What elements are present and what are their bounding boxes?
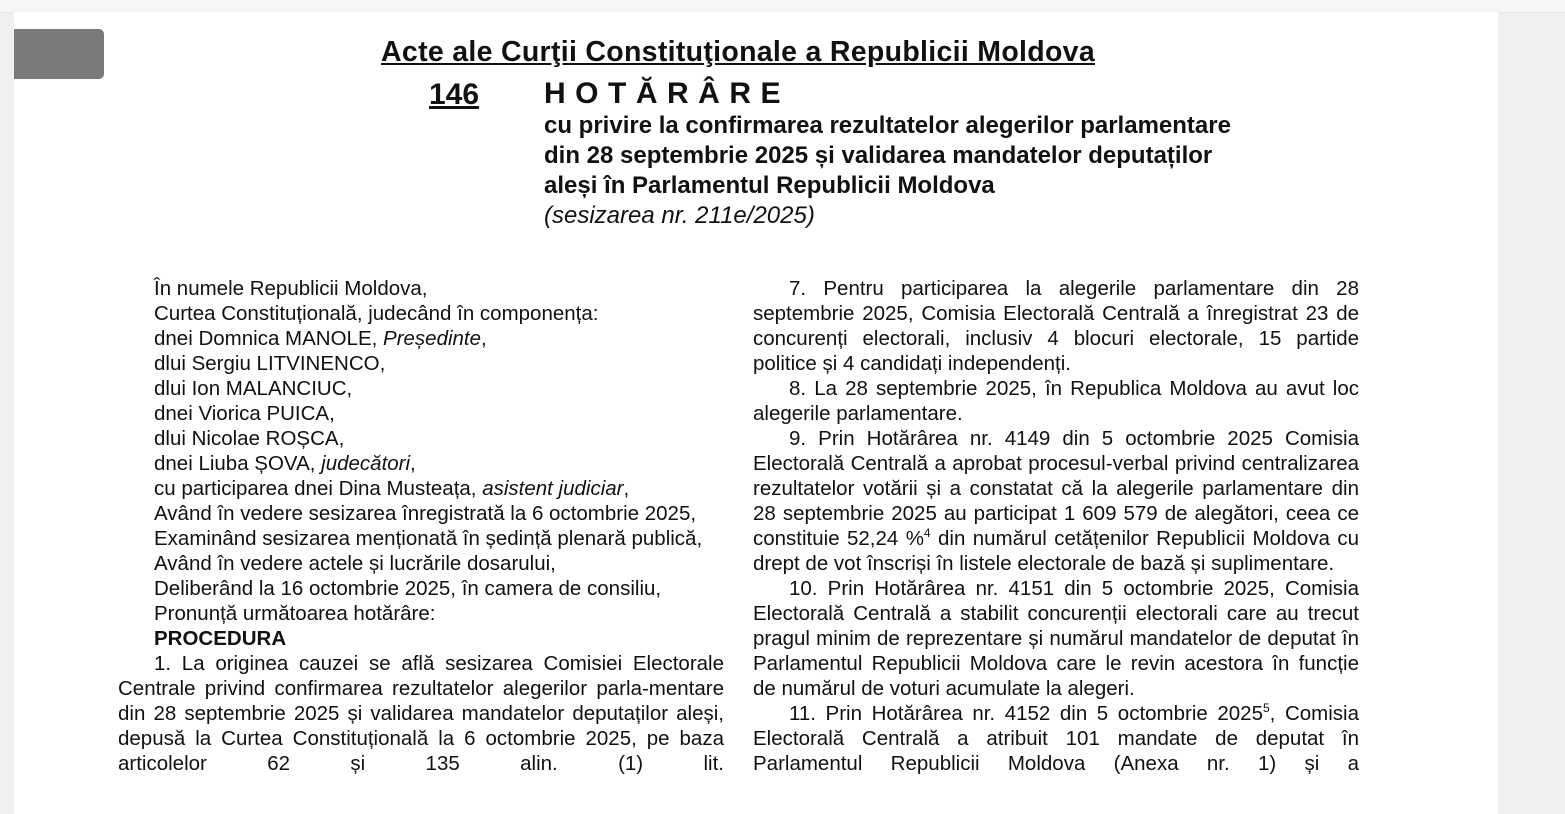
act-number: 146 <box>429 78 480 111</box>
paragraph-text: 11. Prin Hotărârea nr. 4152 din 5 octombrie 2025 <box>789 702 1263 725</box>
document-subtitle: cu privire la confirmarea rezultatelor alegerilor parlamentare din 28 septembrie 2025 și validarea mandatelor deputaților aleși în Parlamentul Republicii Moldova <box>544 112 1231 199</box>
judge-name: dnei Liuba ȘOVA, <box>154 452 322 475</box>
footnote-ref[interactable]: 5 <box>1262 701 1270 716</box>
publication-header: Acte ale Curţii Constituţionale a Republicii Moldova <box>381 36 1095 68</box>
paragraph-text: din numărul cetățenilor Republicii Moldova cu drept de vot înscriși în listele electorale de bază și suplimentare. <box>753 527 1359 575</box>
paragraph: Pronunță următoarea hotărâre: <box>154 602 436 625</box>
paragraph: 1. La originea cauzei se află sesizarea Comisiei Electorale Centrale privind confirmarea rezultatelor alegerilor parla-mentare din 28 septembrie 2025 și validarea mandatelor deputaților aleși, depusă la Curtea Constituțională la 6 octombrie 2025, pe baza articolelor 62 și 135 alin. (1) lit. <box>118 652 724 775</box>
footnote-ref[interactable]: 4 <box>923 526 931 541</box>
referral-number: (sesizarea nr. 211e/2025) <box>544 202 815 229</box>
paragraph: Examinând sesizarea menționată în ședință plenară publică, <box>154 527 703 550</box>
paragraph: Curtea Constituțională, judecând în componența: <box>154 302 599 325</box>
left-column <box>118 276 724 776</box>
judge-role: judecători <box>321 452 411 475</box>
paragraph <box>753 426 1359 576</box>
paragraph: Având în vedere actele și lucrările dosarului, <box>154 552 556 575</box>
judge-line: dlui Nicolae ROȘCA, <box>154 427 345 450</box>
assistant-line: cu participarea dnei Dina Musteața, asistent judiciar, <box>154 477 630 500</box>
judge-line: dlui Ion MALANCIUC, <box>154 377 353 400</box>
judge-line: dnei Viorica PUICA, <box>154 402 335 425</box>
judge-line: dnei Liuba ȘOVA, judecători, <box>154 452 416 475</box>
judge-line: dnei Domnica MANOLE, Președinte, <box>154 327 487 350</box>
document-type: HOTĂRÂRE <box>544 77 790 110</box>
right-column <box>753 276 1359 776</box>
paragraph: Având în vedere sesizarea înregistrată la 6 octombrie 2025, <box>154 502 697 525</box>
assistant-role: asistent judiciar <box>482 477 624 500</box>
assistant-name: cu participarea dnei Dina Musteața, <box>154 477 483 500</box>
paragraph: În numele Republicii Moldova, <box>154 277 428 300</box>
document-page <box>14 12 1498 814</box>
paragraph: 10. Prin Hotărârea nr. 4151 din 5 octombrie 2025, Comisia Electorală Centrală a stabilit concurenții electorali care au trecut pragul minim de reprezentare și numărul mandatelor de deputat în Parlamentul Republicii Moldova care le revin acestora în funcție de numărul de voturi acumulate la alegeri. <box>753 577 1359 700</box>
title-block <box>544 76 1264 231</box>
paragraph: 8. La 28 septembrie 2025, în Republica Moldova au avut loc alegerile parlamentare. <box>753 377 1359 425</box>
judge-name: dnei Domnica MANOLE, <box>154 327 384 350</box>
paragraph-text: , Comisia Electorală Centrală a atribuit 101 mandate de deputat în Parlamentul Republicii Moldova (Anexa nr. 1) și a <box>753 702 1359 775</box>
section-heading-procedura: PROCEDURA <box>154 627 287 650</box>
paragraph-text: 9. Prin Hotărârea nr. 4149 din 5 octombrie 2025 Comisia Electorală Centrală a aprobat procesul-verbal privind centralizarea rezultatelor votării și a constatat că la alegerile parlamentare din 28 septembrie 2025 au participat 1 609 579 de alegători, ceea ce constituie 52,24 % <box>753 427 1359 550</box>
sidebar-toggle-tab[interactable] <box>14 29 104 79</box>
paragraph: 7. Pentru participarea la alegerile parlamentare din 28 septembrie 2025, Comisia Electorală Centrală a înregistrat 23 de concurenți electorali, inclusiv 4 blocuri electorale, 15 partide politice și 4 candidați independenți. <box>753 277 1359 375</box>
judge-line: dlui Sergiu LITVINENCO, <box>154 352 386 375</box>
paragraph <box>753 701 1359 776</box>
paragraph: Deliberând la 16 octombrie 2025, în camera de consiliu, <box>154 577 662 600</box>
judge-role: Președinte <box>383 327 482 350</box>
